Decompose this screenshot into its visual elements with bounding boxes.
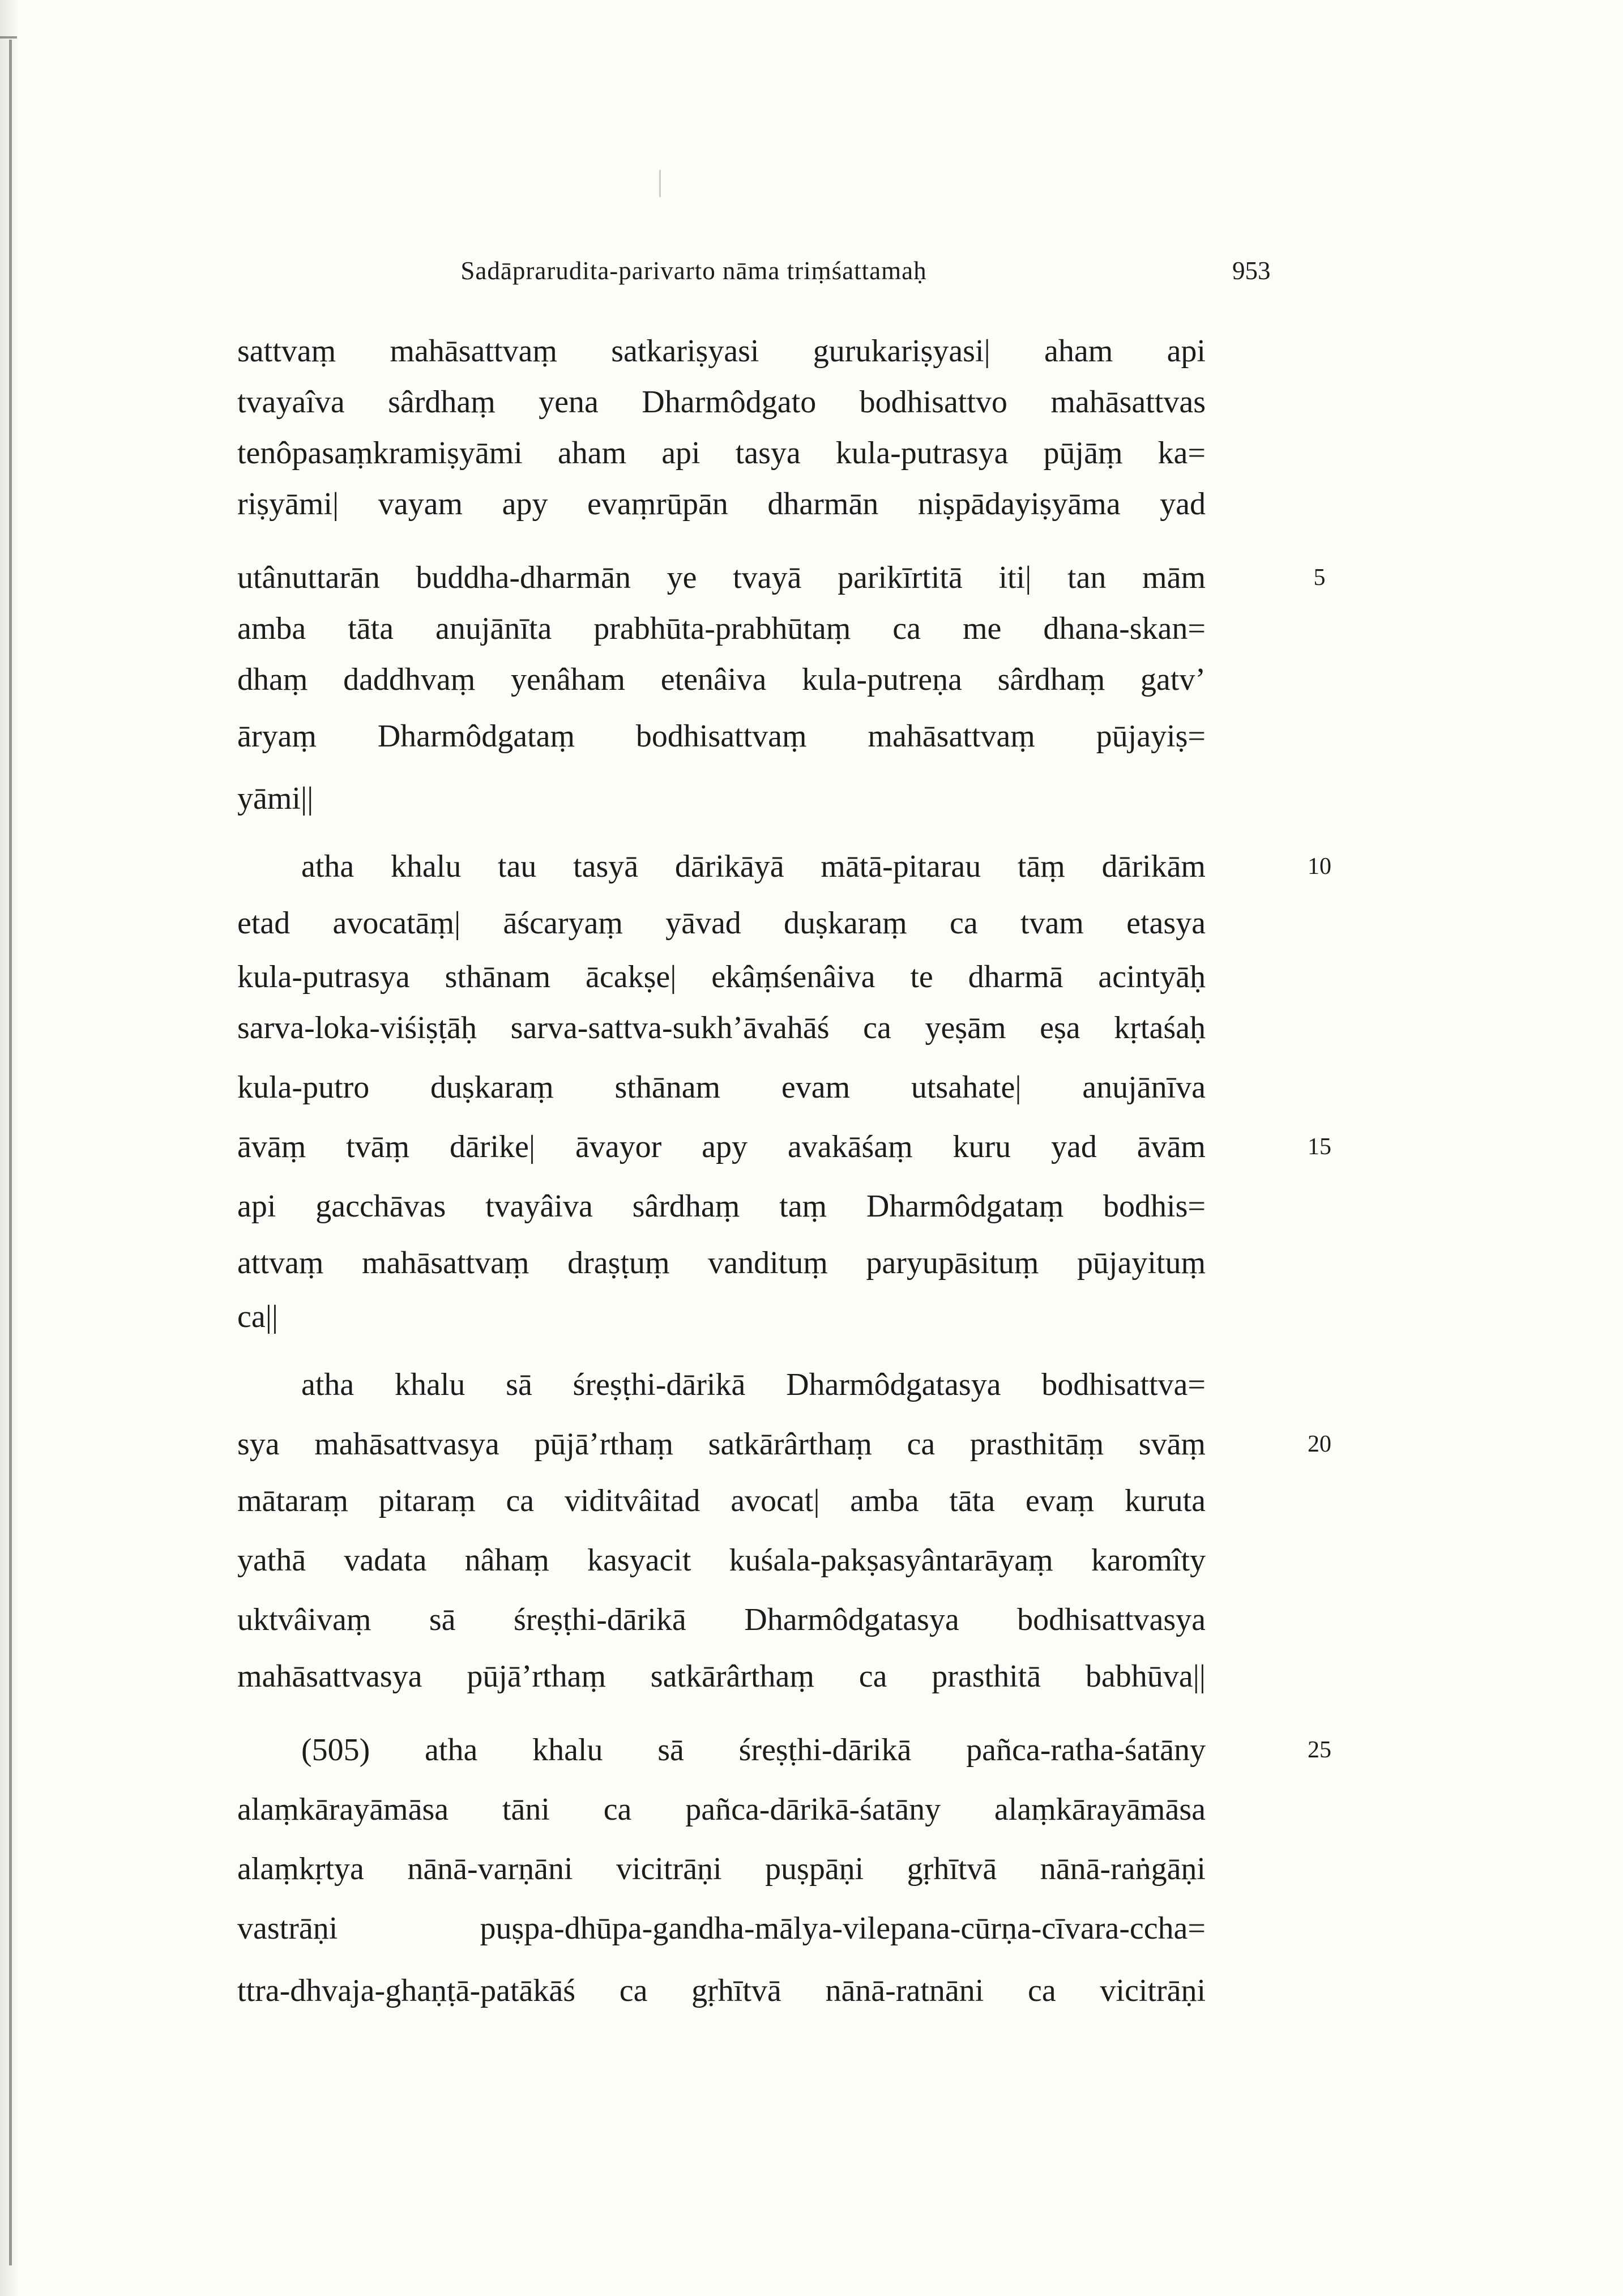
text-line: alaṃkṛtya nānā-varṇāni vicitrāṇi puṣpāṇi gṛhītvā nānā-raṅgāṇi <box>237 1851 1206 1887</box>
text-line: uktvâivaṃ sā śreṣṭhi-dārikā Dharmôdgatasya bodhisattvasya <box>237 1602 1206 1637</box>
line-number: 10 <box>1308 853 1331 880</box>
text-line: api gacchāvas tvayâiva sârdhaṃ taṃ Dharmôdgataṃ bodhis= <box>237 1189 1206 1224</box>
text-line: tenôpasaṃkramiṣyāmi aham api tasya kula-putrasya pūjāṃ ka= <box>237 436 1206 471</box>
text-line: atha khalu sā śreṣṭhi-dārikā Dharmôdgatasya bodhisattva= <box>301 1367 1206 1402</box>
text-line: sattvaṃ mahāsattvaṃ satkariṣyasi gurukariṣyasi| aham api <box>237 334 1206 369</box>
line-number: 5 <box>1313 565 1326 591</box>
text-line: (505) atha khalu sā śreṣṭhi-dārikā pañca-ratha-śatāny <box>301 1732 1206 1768</box>
running-head: Sadāprarudita-parivarto nāma triṃśattamaḥ <box>460 257 927 285</box>
line-number: 25 <box>1308 1737 1331 1763</box>
text-line: āryaṃ Dharmôdgataṃ bodhisattvaṃ mahāsattvaṃ pūjayiṣ= <box>237 719 1206 754</box>
text-line: vastrāṇi puṣpa-dhūpa-gandha-mālya-vilepana-cūrṇa-cīvara-ccha= <box>237 1911 1206 1946</box>
book-gutter <box>0 0 17 2296</box>
line-number: 20 <box>1308 1431 1331 1457</box>
text-line: sarva-loka-viśiṣṭāḥ sarva-sattva-sukh’āvahāś ca yeṣām eṣa kṛtaśaḥ <box>237 1010 1206 1045</box>
text-line: dhaṃ daddhvaṃ yenâham etenâiva kula-putreṇa sârdhaṃ gatv’ <box>237 662 1206 697</box>
text-line: amba tāta anujānīta prabhūta-prabhūtaṃ ca me dhana-skan= <box>237 611 1206 646</box>
text-line: etad avocatāṃ| āścaryaṃ yāvad duṣkaraṃ ca tvam etasya <box>237 906 1206 941</box>
text-line: kula-putrasya sthānam ācakṣe| ekâṃśenâiva te dharmā acintyāḥ <box>237 959 1206 995</box>
page-number: 953 <box>1232 257 1271 285</box>
text-line: kula-putro duṣkaraṃ sthānam evam utsahate| anujānīva <box>237 1070 1206 1105</box>
text-line: riṣyāmi| vayam apy evaṃrūpān dharmān niṣpādayiṣyāma yad <box>237 486 1206 522</box>
text-line: tvayaîva sârdhaṃ yena Dharmôdgato bodhisattvo mahāsattvas <box>237 385 1206 420</box>
text-line: ttra-dhvaja-ghaṇṭā-patākāś ca gṛhītvā nānā-ratnāni ca vicitrāṇi <box>237 1973 1206 2008</box>
line-number: 15 <box>1308 1134 1331 1160</box>
text-line: āvāṃ tvāṃ dārike| āvayor apy avakāśaṃ kuru yad āvām <box>237 1129 1206 1164</box>
stray-mark <box>659 170 661 197</box>
text-line: attvaṃ mahāsattvaṃ draṣṭuṃ vandituṃ paryupāsituṃ pūjayituṃ <box>237 1245 1206 1281</box>
text-line: yāmi|| <box>237 781 314 816</box>
text-line: alaṃkārayāmāsa tāni ca pañca-dārikā-śatāny alaṃkārayāmāsa <box>237 1792 1206 1827</box>
text-line: atha khalu tau tasyā dārikāyā mātā-pitarau tāṃ dārikām <box>301 849 1206 884</box>
text-line: utânuttarān buddha-dharmān ye tvayā parikīrtitā iti| tan mām <box>237 560 1206 595</box>
text-line: mātaraṃ pitaraṃ ca viditvâitad avocat| amba tāta evaṃ kuruta <box>237 1483 1206 1518</box>
text-line: ca|| <box>237 1299 279 1334</box>
text-line: yathā vadata nâhaṃ kasyacit kuśala-pakṣasyântarāyaṃ karomîty <box>237 1543 1206 1578</box>
text-line: sya mahāsattvasya pūjā’rthaṃ satkārârthaṃ ca prasthitāṃ svāṃ <box>237 1427 1206 1462</box>
gutter-tick <box>0 36 17 39</box>
page-header <box>0 256 1623 296</box>
text-line: mahāsattvasya pūjā’rthaṃ satkārârthaṃ ca prasthitā babhūva|| <box>237 1659 1206 1694</box>
page-edge-line <box>9 40 12 2265</box>
